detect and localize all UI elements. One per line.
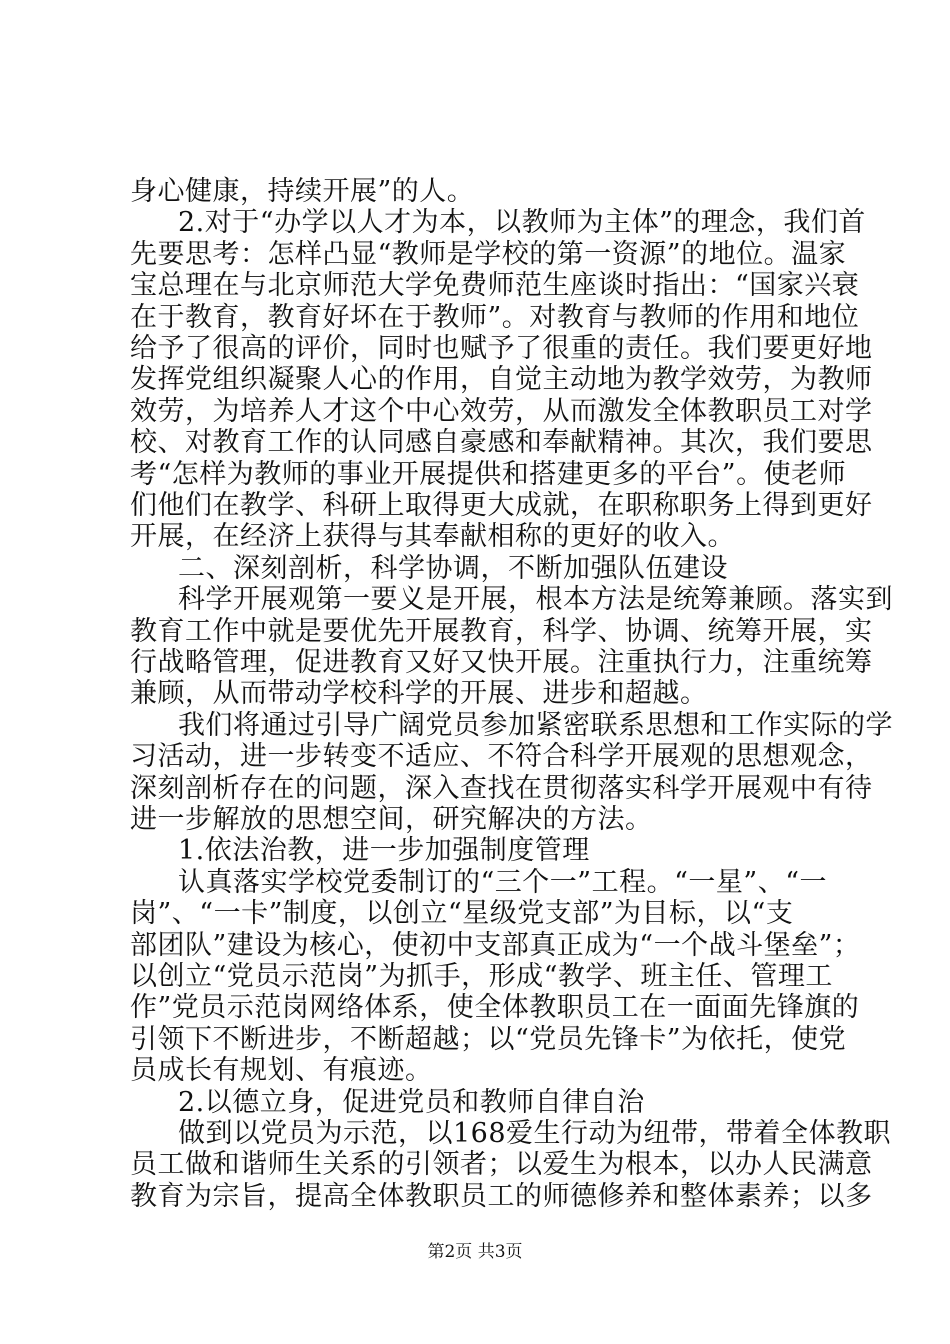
text-line: 先要思考：怎样凸显“教师是学校的第一资源”的地位。温家 [130,238,847,270]
text-line: 作”党员示范岗网络体系，使全体教职员工在一面面先锋旗的 [130,992,860,1024]
text-line: 深刻剖析存在的问题，深入查找在贯彻落实科学开展观中有待 [130,772,873,804]
text-line: 在于教育，教育好坏在于教师”。对教育与教师的作用和地位 [130,301,860,333]
page-footer: 第2页 共3页 [427,1242,523,1262]
text-line: 身心健康，持续开展”的人。 [130,176,475,207]
text-line: 行战略管理，促进教育又好又快开展。注重执行力，注重统筹 [130,647,873,678]
text-line: 部团队”建设为核心，使初中支部真正成为“一个战斗堡垒”； [130,929,861,961]
text-line: 们他们在教学、科研上取得更大成就，在职称职务上得到更好 [130,490,873,521]
text-line: 发挥党组织凝聚人心的作用，自觉主动地为教学效劳，为教师 [130,364,873,396]
text-line: 兼顾，从而带动学校科学的开展、进步和超越。 [130,678,708,710]
text-line: 认真落实学校党委制订的“三个一”工程。“一星”、“一 [178,866,828,898]
text-line: 教育为宗旨，提高全体教职员工的师德修养和整体素养；以多 [130,1180,873,1212]
text-line: 以创立“党员示范岗”为抓手，形成“教学、班主任、管理工 [130,961,833,992]
text-line: 引领下不断进步，不断超越；以“党员先锋卡”为依托，使党 [130,1023,847,1055]
text-line: 教育工作中就是要优先开展教育，科学、协调、统筹开展，实 [130,615,873,647]
subsection-heading: 1.依法治教，进一步加强制度管理 [178,835,590,867]
text-line: 给予了很高的评价，同时也赋予了很重的责任。我们要更好地 [130,333,873,364]
section-heading: 二、深刻剖析，科学协调，不断加强队伍建设 [178,552,728,584]
text-line: 效劳，为培养人才这个中心效劳，从而激发全体教职员工对学 [130,395,873,427]
text-line: 员工做和谐师生关系的引领者；以爱生为根本，以办人民满意 [130,1149,873,1181]
text-line: 科学开展观第一要义是开展，根本方法是统筹兼顾。落实到 [178,584,893,616]
text-line: 开展，在经济上获得与其奉献相称的更好的收入。 [130,521,735,553]
text-line: 宝总理在与北京师范大学免费师范生座谈时指出：“国家兴衰 [130,270,860,302]
text-line: 岗”、“一卡”制度，以创立“星级党支部”为目标，以“支 [130,898,794,930]
subsection-heading: 2.以德立身，促进党员和教师自律自治 [178,1086,645,1118]
text-line: 员成长有规划、有痕迹。 [130,1055,433,1087]
text-line: 进一步解放的思想空间，研究解决的方法。 [130,804,653,835]
text-line: 做到以党员为示范，以168爱生行动为纽带，带着全体教职 [178,1118,892,1149]
text-line: 我们将通过引导广阔党员参加紧密联系思想和工作实际的学 [178,709,893,741]
text-line: 考“怎样为教师的事业开展提供和搭建更多的平台”。使老师 [130,458,847,490]
text-line: 习活动，进一步转变不适应、不符合科学开展观的思想观念， [130,741,873,773]
text-line: 校、对教育工作的认同感自豪感和奉献精神。其次，我们要思 [130,427,873,459]
text-line: 2.对于“办学以人才为本，以教师为主体”的理念，我们首 [178,207,866,239]
